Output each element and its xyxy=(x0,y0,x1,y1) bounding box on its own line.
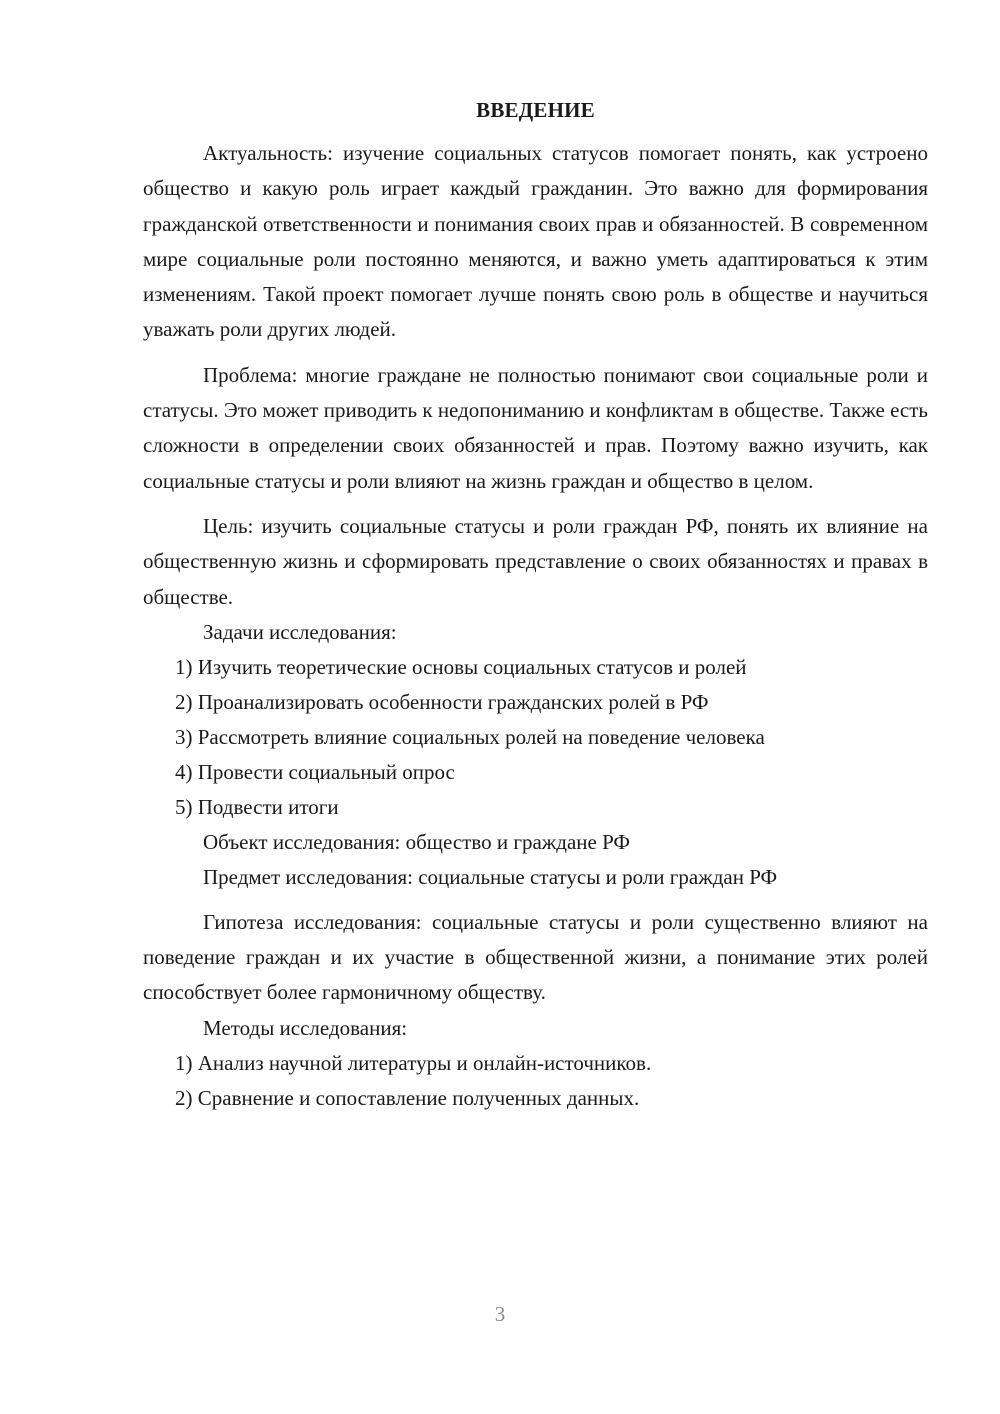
problem-paragraph: Проблема: многие граждане не полностью понимают свои социальные роли и статусы. Это может приводить к недопониманию и конфликтам в обществе. Также есть сложности в определении своих обязанностей и прав. Поэтому важно изучить, как социальные статусы и роли влияют на жизнь граждан и общество в целом. xyxy=(143,362,928,493)
task-item: 3) Рассмотреть влияние социальных ролей на поведение человека xyxy=(175,724,765,749)
task-item: 4) Провести социальный опрос xyxy=(175,759,455,784)
research-object: Объект исследования: общество и граждане РФ xyxy=(203,829,631,854)
tasks-list xyxy=(143,650,928,825)
section-title: ВВЕДЕНИЕ xyxy=(476,98,595,122)
method-item: 2) Сравнение и сопоставление полученных данных. xyxy=(175,1085,640,1110)
document-page xyxy=(143,92,928,1116)
task-item: 5) Подвести итоги xyxy=(175,794,339,819)
task-item: 2) Проанализировать особенности гражданских ролей в РФ xyxy=(175,689,709,714)
goal-paragraph: Цель: изучить социальные статусы и роли граждан РФ, понять их влияние на общественную жизнь и сформировать представление о своих обязанностях и правах в обществе. xyxy=(143,513,928,609)
hypothesis-paragraph: Гипотеза исследования: социальные статусы и роли существенно влияют на поведение граждан и их участие в общественной жизни, а понимание этих ролей способствует более гармоничному обществу. xyxy=(143,909,928,1005)
relevance-paragraph: Актуальность: изучение социальных статусов помогает понять, как устроено общество и какую роль играет каждый гражданин. Это важно для формирования гражданской ответственности и понимания своих прав и обязанностей. В современном мире социальные роли постоянно меняются, и важно уметь адаптироваться к этим изменениям. Такой проект помогает лучше понять свою роль в обществе и научиться уважать роли других людей. xyxy=(143,141,928,342)
methods-list xyxy=(143,1046,928,1116)
page-number: 3 xyxy=(494,1302,506,1326)
method-item: 1) Анализ научной литературы и онлайн-источников. xyxy=(175,1050,652,1075)
tasks-heading: Задачи исследования: xyxy=(203,619,397,644)
research-subject: Предмет исследования: социальные статусы и роли граждан РФ xyxy=(203,864,778,889)
methods-heading: Методы исследования: xyxy=(203,1015,408,1040)
task-item: 1) Изучить теоретические основы социальных статусов и ролей xyxy=(175,654,747,679)
